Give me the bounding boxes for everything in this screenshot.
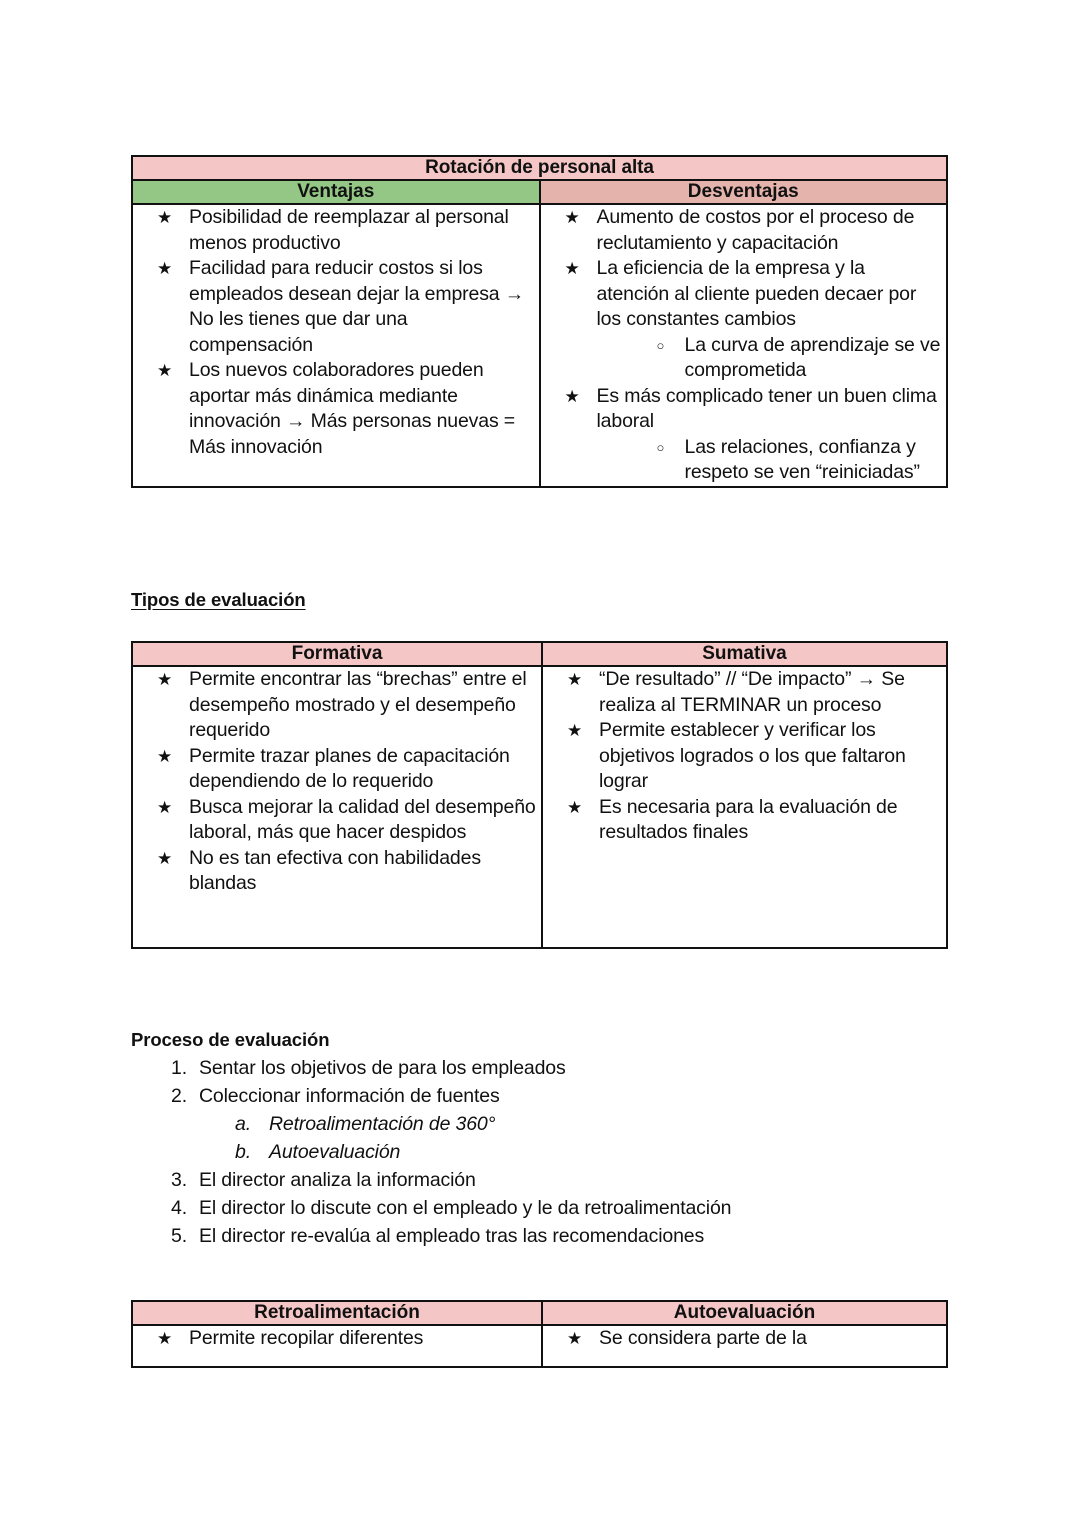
table-header-row <box>132 642 947 666</box>
list-item-text: Permite trazar planes de capacitación dependiendo de lo requerido <box>189 744 510 792</box>
list-item-number: 3. <box>171 1169 187 1191</box>
table-title-row <box>132 156 947 180</box>
cell-retroalimentacion <box>132 1325 542 1367</box>
heading-proceso-de-evaluacion: Proceso de evaluación <box>131 1029 330 1050</box>
table-header-row <box>132 1301 947 1325</box>
circle-bullet-icon: ○ <box>656 439 665 455</box>
list-item-text: Facilidad para reducir costos si los empleados desean dejar la empresa → No les tienes que dar una compensación <box>189 257 525 356</box>
table-body-row <box>132 204 947 487</box>
list-item-text: Se considera parte de la <box>599 1327 807 1349</box>
ordered-list <box>131 1054 931 1250</box>
header-retroalimentacion: Retroalimentación <box>132 1301 542 1325</box>
star-bullet-icon: ★ <box>157 1329 173 1348</box>
sub-list-item-number: a. <box>235 1113 251 1135</box>
star-bullet-icon: ★ <box>567 670 583 689</box>
list-item-text: Permite encontrar las “brechas” entre el desempeño mostrado y el desempeño requerido <box>189 668 527 741</box>
circle-bullet-icon: ○ <box>656 337 665 353</box>
list-item-text: Es necesaria para la evaluación de resultados finales <box>599 795 898 843</box>
list-item-text: “De resultado” // “De impacto” → Se realiza al TERMINAR un proceso <box>599 668 905 716</box>
cell-ventajas <box>132 204 540 487</box>
star-bullet-icon: ★ <box>567 1329 583 1348</box>
list-item <box>564 205 943 256</box>
list-item-text: Posibilidad de reemplazar al personal menos productivo <box>189 206 509 254</box>
list-item <box>567 1326 942 1352</box>
list-item <box>157 358 535 460</box>
star-bullet-icon: ★ <box>157 361 173 380</box>
list-item-number: 1. <box>171 1057 187 1079</box>
sub-list-item-number: b. <box>235 1141 251 1163</box>
formativa-list <box>133 667 541 897</box>
list-item-text: La eficiencia de la empresa y la atención al cliente pueden decaer por los constantes cambios <box>596 257 917 330</box>
sub-list <box>597 435 943 486</box>
sub-list-item <box>657 333 943 384</box>
cell-desventajas <box>540 204 948 487</box>
star-bullet-icon: ★ <box>567 797 583 817</box>
sub-list-item <box>199 1138 931 1166</box>
list-item <box>157 205 535 256</box>
list-item <box>157 1326 537 1352</box>
desventajas-list <box>541 205 947 486</box>
list-item <box>131 1194 931 1222</box>
star-bullet-icon: ★ <box>564 259 580 278</box>
list-item <box>157 846 537 897</box>
sub-list-item <box>657 435 943 486</box>
list-item <box>131 1054 931 1082</box>
sub-list-item-text: La curva de aprendizaje se ve comprometida <box>684 333 941 381</box>
table-retroalimentacion <box>131 1300 948 1368</box>
header-desventajas: Desventajas <box>540 180 948 204</box>
retroalimentacion-list <box>133 1326 541 1352</box>
table-tipos-evaluacion <box>131 641 948 949</box>
sub-ordered-list <box>199 1110 931 1166</box>
list-item <box>567 795 942 846</box>
list-item-text: Aumento de costos por el proceso de reclutamiento y capacitación <box>596 206 915 254</box>
star-bullet-icon: ★ <box>157 259 173 278</box>
list-item-number: 2. <box>171 1085 187 1107</box>
star-bullet-icon: ★ <box>157 746 173 766</box>
star-bullet-icon: ★ <box>157 848 173 868</box>
ventajas-list <box>133 205 539 460</box>
autoevaluacion-list <box>543 1326 946 1352</box>
table-body-row <box>132 1325 947 1367</box>
list-item <box>567 667 942 718</box>
header-ventajas: Ventajas <box>132 180 540 204</box>
list-item-number: 5. <box>171 1225 187 1247</box>
proceso-evaluacion-list <box>131 1054 931 1250</box>
list-item <box>157 667 537 744</box>
star-bullet-icon: ★ <box>567 721 583 740</box>
header-sumativa: Sumativa <box>542 642 947 666</box>
cell-formativa <box>132 666 542 948</box>
list-item <box>157 744 537 795</box>
list-item-number: 4. <box>171 1197 187 1219</box>
list-item <box>567 718 942 795</box>
list-item <box>157 256 535 358</box>
header-autoevaluacion: Autoevaluación <box>542 1301 947 1325</box>
star-bullet-icon: ★ <box>564 208 580 227</box>
list-item <box>564 384 943 486</box>
list-item-text: Permite recopilar diferentes <box>189 1327 424 1349</box>
list-item-text: Busca mejorar la calidad del desempeño laboral, más que hacer despidos <box>189 795 536 843</box>
table-rotacion-title: Rotación de personal alta <box>132 156 947 180</box>
list-item <box>131 1166 931 1194</box>
sub-list-item-text: Retroalimentación de 360° <box>269 1113 496 1135</box>
heading-tipos-de-evaluacion: Tipos de evaluación <box>131 589 306 610</box>
list-item-text: El director re-evalúa al empleado tras las recomendaciones <box>199 1225 705 1247</box>
star-bullet-icon: ★ <box>157 797 173 817</box>
star-bullet-icon: ★ <box>157 670 173 689</box>
sub-list-item-text: Autoevaluación <box>269 1141 401 1163</box>
star-bullet-icon: ★ <box>564 386 580 406</box>
list-item <box>131 1082 931 1166</box>
sub-list-item <box>199 1110 931 1138</box>
list-item <box>131 1222 931 1250</box>
list-item-text: El director lo discute con el empleado y le da retroalimentación <box>199 1197 732 1219</box>
cell-sumativa <box>542 666 947 948</box>
sub-list-item-text: Las relaciones, confianza y respeto se ven “reiniciadas” <box>684 435 920 483</box>
table-rotacion-personal <box>131 155 948 488</box>
sumativa-list <box>543 667 946 846</box>
list-item-text: El director analiza la información <box>199 1169 476 1191</box>
table-header-row <box>132 180 947 204</box>
cell-autoevaluacion <box>542 1325 947 1367</box>
sub-list <box>597 333 943 384</box>
list-item-text: Es más complicado tener un buen clima laboral <box>596 384 937 432</box>
table-body-row <box>132 666 947 948</box>
list-item-text: Permite establecer y verificar los objetivos logrados o los que faltaron lograr <box>599 719 906 792</box>
star-bullet-icon: ★ <box>157 208 173 227</box>
list-item-text: Los nuevos colaboradores pueden aportar más dinámica mediante innovación → Más personas nuevas = Más innovación <box>189 359 516 458</box>
list-item-text: Coleccionar información de fuentes <box>199 1085 500 1107</box>
list-item-text: Sentar los objetivos de para los empleados <box>199 1057 566 1079</box>
list-item <box>157 795 537 846</box>
list-item <box>564 256 943 384</box>
header-formativa: Formativa <box>132 642 542 666</box>
list-item-text: No es tan efectiva con habilidades blandas <box>189 846 481 894</box>
